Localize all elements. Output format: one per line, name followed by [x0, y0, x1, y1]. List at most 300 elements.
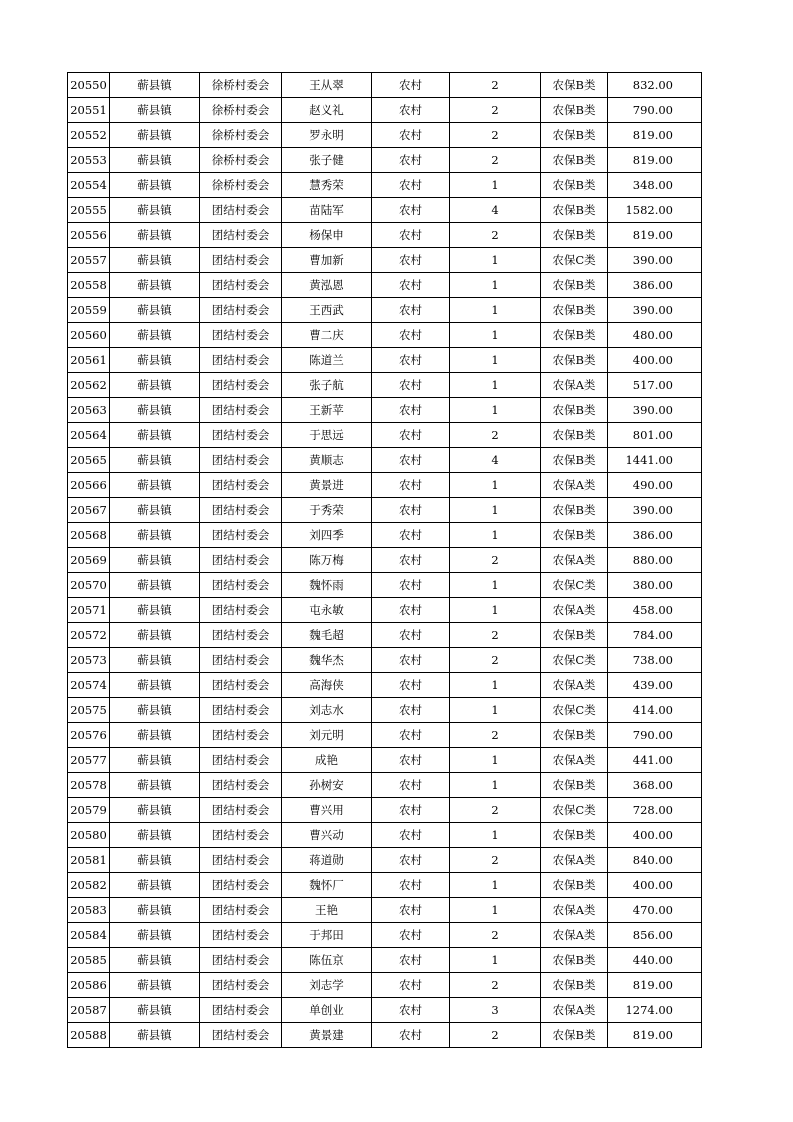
household-count-cell: 1: [450, 373, 541, 398]
residence-type-cell: 农村: [372, 248, 450, 273]
person-name-cell: 刘元明: [282, 723, 372, 748]
town-cell: 蕲县镇: [110, 423, 200, 448]
residence-type-cell: 农村: [372, 673, 450, 698]
residence-type-cell: 农村: [372, 998, 450, 1023]
insurance-category-cell: 农保C类: [541, 648, 608, 673]
village-committee-cell: 团结村委会: [200, 673, 282, 698]
amount-cell: 728.00: [608, 798, 702, 823]
person-name-cell: 魏怀厂: [282, 873, 372, 898]
town-cell: 蕲县镇: [110, 623, 200, 648]
village-committee-cell: 团结村委会: [200, 598, 282, 623]
village-committee-cell: 徐桥村委会: [200, 173, 282, 198]
record-id-cell: 20583: [68, 898, 110, 923]
village-committee-cell: 团结村委会: [200, 523, 282, 548]
residence-type-cell: 农村: [372, 598, 450, 623]
amount-cell: 1274.00: [608, 998, 702, 1023]
town-cell: 蕲县镇: [110, 648, 200, 673]
amount-cell: 390.00: [608, 398, 702, 423]
insurance-category-cell: 农保B类: [541, 148, 608, 173]
town-cell: 蕲县镇: [110, 148, 200, 173]
insurance-category-cell: 农保B类: [541, 123, 608, 148]
table-row: [68, 548, 702, 573]
village-committee-cell: 团结村委会: [200, 273, 282, 298]
household-count-cell: 2: [450, 798, 541, 823]
record-id-cell: 20554: [68, 173, 110, 198]
table-row: [68, 998, 702, 1023]
record-id-cell: 20585: [68, 948, 110, 973]
record-id-cell: 20576: [68, 723, 110, 748]
household-count-cell: 2: [450, 123, 541, 148]
village-committee-cell: 团结村委会: [200, 573, 282, 598]
town-cell: 蕲县镇: [110, 898, 200, 923]
town-cell: 蕲县镇: [110, 598, 200, 623]
person-name-cell: 魏怀雨: [282, 573, 372, 598]
person-name-cell: 黄景进: [282, 473, 372, 498]
person-name-cell: 张子航: [282, 373, 372, 398]
village-committee-cell: 团结村委会: [200, 298, 282, 323]
record-id-cell: 20566: [68, 473, 110, 498]
insurance-category-cell: 农保B类: [541, 448, 608, 473]
insurance-category-cell: 农保A类: [541, 373, 608, 398]
household-count-cell: 1: [450, 698, 541, 723]
town-cell: 蕲县镇: [110, 673, 200, 698]
household-count-cell: 2: [450, 923, 541, 948]
town-cell: 蕲县镇: [110, 923, 200, 948]
insurance-category-cell: 农保B类: [541, 223, 608, 248]
insurance-category-cell: 农保B类: [541, 523, 608, 548]
household-count-cell: 4: [450, 198, 541, 223]
table-row: [68, 298, 702, 323]
record-id-cell: 20568: [68, 523, 110, 548]
table-row: [68, 648, 702, 673]
person-name-cell: 黄顺志: [282, 448, 372, 473]
insurance-category-cell: 农保A类: [541, 548, 608, 573]
person-name-cell: 刘四季: [282, 523, 372, 548]
town-cell: 蕲县镇: [110, 298, 200, 323]
record-id-cell: 20588: [68, 1023, 110, 1048]
person-name-cell: 陈伍京: [282, 948, 372, 973]
residence-type-cell: 农村: [372, 898, 450, 923]
insurance-category-cell: 农保A类: [541, 748, 608, 773]
record-id-cell: 20584: [68, 923, 110, 948]
household-count-cell: 2: [450, 423, 541, 448]
insurance-category-cell: 农保B类: [541, 973, 608, 998]
village-committee-cell: 团结村委会: [200, 323, 282, 348]
table-row: [68, 523, 702, 548]
residence-type-cell: 农村: [372, 373, 450, 398]
insurance-category-cell: 农保A类: [541, 998, 608, 1023]
village-committee-cell: 团结村委会: [200, 798, 282, 823]
amount-cell: 390.00: [608, 248, 702, 273]
town-cell: 蕲县镇: [110, 698, 200, 723]
table-row: [68, 823, 702, 848]
insurance-category-cell: 农保B类: [541, 198, 608, 223]
household-count-cell: 2: [450, 648, 541, 673]
table-row: [68, 973, 702, 998]
insurance-category-cell: 农保B类: [541, 73, 608, 98]
amount-cell: 738.00: [608, 648, 702, 673]
person-name-cell: 成艳: [282, 748, 372, 773]
amount-cell: 386.00: [608, 523, 702, 548]
village-committee-cell: 团结村委会: [200, 823, 282, 848]
household-count-cell: 1: [450, 948, 541, 973]
insurance-category-cell: 农保C类: [541, 573, 608, 598]
record-id-cell: 20571: [68, 598, 110, 623]
person-name-cell: 魏毛超: [282, 623, 372, 648]
village-committee-cell: 团结村委会: [200, 473, 282, 498]
table-row: [68, 498, 702, 523]
town-cell: 蕲县镇: [110, 348, 200, 373]
village-committee-cell: 团结村委会: [200, 873, 282, 898]
household-count-cell: 4: [450, 448, 541, 473]
town-cell: 蕲县镇: [110, 848, 200, 873]
table-row: [68, 673, 702, 698]
village-committee-cell: 团结村委会: [200, 698, 282, 723]
town-cell: 蕲县镇: [110, 498, 200, 523]
household-count-cell: 2: [450, 148, 541, 173]
insurance-category-cell: 农保A类: [541, 673, 608, 698]
record-id-cell: 20587: [68, 998, 110, 1023]
town-cell: 蕲县镇: [110, 998, 200, 1023]
town-cell: 蕲县镇: [110, 473, 200, 498]
record-id-cell: 20579: [68, 798, 110, 823]
insurance-category-cell: 农保A类: [541, 848, 608, 873]
record-id-cell: 20563: [68, 398, 110, 423]
town-cell: 蕲县镇: [110, 748, 200, 773]
person-name-cell: 黄泓恩: [282, 273, 372, 298]
record-id-cell: 20561: [68, 348, 110, 373]
table-row: [68, 748, 702, 773]
table-row: [68, 623, 702, 648]
records-table: [67, 72, 702, 1048]
residence-type-cell: 农村: [372, 748, 450, 773]
person-name-cell: 曹兴用: [282, 798, 372, 823]
person-name-cell: 王从翠: [282, 73, 372, 98]
person-name-cell: 赵义礼: [282, 98, 372, 123]
insurance-category-cell: 农保B类: [541, 273, 608, 298]
table-row: [68, 248, 702, 273]
household-count-cell: 2: [450, 548, 541, 573]
table-row: [68, 573, 702, 598]
insurance-category-cell: 农保B类: [541, 398, 608, 423]
amount-cell: 439.00: [608, 673, 702, 698]
amount-cell: 348.00: [608, 173, 702, 198]
household-count-cell: 2: [450, 848, 541, 873]
insurance-category-cell: 农保B类: [541, 723, 608, 748]
insurance-category-cell: 农保B类: [541, 873, 608, 898]
amount-cell: 400.00: [608, 348, 702, 373]
village-committee-cell: 团结村委会: [200, 348, 282, 373]
table-row: [68, 698, 702, 723]
village-committee-cell: 团结村委会: [200, 648, 282, 673]
person-name-cell: 曹二庆: [282, 323, 372, 348]
amount-cell: 400.00: [608, 823, 702, 848]
person-name-cell: 高海侠: [282, 673, 372, 698]
person-name-cell: 魏华杰: [282, 648, 372, 673]
household-count-cell: 2: [450, 98, 541, 123]
household-count-cell: 1: [450, 523, 541, 548]
town-cell: 蕲县镇: [110, 173, 200, 198]
residence-type-cell: 农村: [372, 548, 450, 573]
person-name-cell: 于思远: [282, 423, 372, 448]
person-name-cell: 蒋道勋: [282, 848, 372, 873]
table-row: [68, 398, 702, 423]
table-row: [68, 173, 702, 198]
record-id-cell: 20586: [68, 973, 110, 998]
insurance-category-cell: 农保B类: [541, 298, 608, 323]
residence-type-cell: 农村: [372, 323, 450, 348]
table-row: [68, 198, 702, 223]
household-count-cell: 1: [450, 498, 541, 523]
person-name-cell: 孙树安: [282, 773, 372, 798]
residence-type-cell: 农村: [372, 73, 450, 98]
village-committee-cell: 团结村委会: [200, 748, 282, 773]
village-committee-cell: 团结村委会: [200, 1023, 282, 1048]
village-committee-cell: 团结村委会: [200, 248, 282, 273]
table-row: [68, 223, 702, 248]
amount-cell: 400.00: [608, 873, 702, 898]
amount-cell: 819.00: [608, 1023, 702, 1048]
table-row: [68, 898, 702, 923]
person-name-cell: 曹兴动: [282, 823, 372, 848]
record-id-cell: 20555: [68, 198, 110, 223]
record-id-cell: 20550: [68, 73, 110, 98]
amount-cell: 440.00: [608, 948, 702, 973]
person-name-cell: 单创业: [282, 998, 372, 1023]
household-count-cell: 1: [450, 823, 541, 848]
record-id-cell: 20552: [68, 123, 110, 148]
household-count-cell: 1: [450, 398, 541, 423]
record-id-cell: 20564: [68, 423, 110, 448]
village-committee-cell: 团结村委会: [200, 398, 282, 423]
record-id-cell: 20557: [68, 248, 110, 273]
insurance-category-cell: 农保A类: [541, 598, 608, 623]
table-row: [68, 873, 702, 898]
insurance-category-cell: 农保C类: [541, 798, 608, 823]
residence-type-cell: 农村: [372, 398, 450, 423]
record-id-cell: 20565: [68, 448, 110, 473]
residence-type-cell: 农村: [372, 923, 450, 948]
table-row: [68, 773, 702, 798]
amount-cell: 414.00: [608, 698, 702, 723]
record-id-cell: 20559: [68, 298, 110, 323]
insurance-category-cell: 农保B类: [541, 623, 608, 648]
amount-cell: 390.00: [608, 298, 702, 323]
insurance-category-cell: 农保A类: [541, 923, 608, 948]
town-cell: 蕲县镇: [110, 123, 200, 148]
town-cell: 蕲县镇: [110, 273, 200, 298]
insurance-category-cell: 农保B类: [541, 323, 608, 348]
residence-type-cell: 农村: [372, 873, 450, 898]
record-id-cell: 20556: [68, 223, 110, 248]
household-count-cell: 1: [450, 298, 541, 323]
amount-cell: 386.00: [608, 273, 702, 298]
household-count-cell: 1: [450, 173, 541, 198]
household-count-cell: 2: [450, 973, 541, 998]
residence-type-cell: 农村: [372, 848, 450, 873]
village-committee-cell: 团结村委会: [200, 423, 282, 448]
town-cell: 蕲县镇: [110, 573, 200, 598]
household-count-cell: 2: [450, 723, 541, 748]
village-committee-cell: 团结村委会: [200, 948, 282, 973]
record-id-cell: 20575: [68, 698, 110, 723]
insurance-category-cell: 农保B类: [541, 98, 608, 123]
record-id-cell: 20574: [68, 673, 110, 698]
amount-cell: 832.00: [608, 73, 702, 98]
table-row: [68, 323, 702, 348]
person-name-cell: 杨保申: [282, 223, 372, 248]
village-committee-cell: 团结村委会: [200, 448, 282, 473]
town-cell: 蕲县镇: [110, 323, 200, 348]
table-row: [68, 598, 702, 623]
town-cell: 蕲县镇: [110, 73, 200, 98]
residence-type-cell: 农村: [372, 448, 450, 473]
amount-cell: 1441.00: [608, 448, 702, 473]
table-row: [68, 98, 702, 123]
insurance-category-cell: 农保B类: [541, 1023, 608, 1048]
person-name-cell: 于秀荣: [282, 498, 372, 523]
town-cell: 蕲县镇: [110, 248, 200, 273]
town-cell: 蕲县镇: [110, 98, 200, 123]
amount-cell: 441.00: [608, 748, 702, 773]
table-row: [68, 73, 702, 98]
person-name-cell: 罗永明: [282, 123, 372, 148]
village-committee-cell: 徐桥村委会: [200, 123, 282, 148]
amount-cell: 458.00: [608, 598, 702, 623]
person-name-cell: 陈万梅: [282, 548, 372, 573]
household-count-cell: 1: [450, 273, 541, 298]
table-row: [68, 923, 702, 948]
village-committee-cell: 团结村委会: [200, 373, 282, 398]
residence-type-cell: 农村: [372, 498, 450, 523]
insurance-category-cell: 农保B类: [541, 823, 608, 848]
village-committee-cell: 徐桥村委会: [200, 148, 282, 173]
household-count-cell: 1: [450, 873, 541, 898]
record-id-cell: 20581: [68, 848, 110, 873]
village-committee-cell: 徐桥村委会: [200, 98, 282, 123]
residence-type-cell: 农村: [372, 623, 450, 648]
residence-type-cell: 农村: [372, 148, 450, 173]
village-committee-cell: 团结村委会: [200, 923, 282, 948]
person-name-cell: 苗陆军: [282, 198, 372, 223]
record-id-cell: 20582: [68, 873, 110, 898]
amount-cell: 380.00: [608, 573, 702, 598]
household-count-cell: 2: [450, 623, 541, 648]
record-id-cell: 20567: [68, 498, 110, 523]
residence-type-cell: 农村: [372, 173, 450, 198]
insurance-category-cell: 农保B类: [541, 423, 608, 448]
table-row: [68, 273, 702, 298]
town-cell: 蕲县镇: [110, 773, 200, 798]
amount-cell: 490.00: [608, 473, 702, 498]
person-name-cell: 王新苹: [282, 398, 372, 423]
village-committee-cell: 团结村委会: [200, 723, 282, 748]
insurance-category-cell: 农保B类: [541, 773, 608, 798]
village-committee-cell: 团结村委会: [200, 998, 282, 1023]
residence-type-cell: 农村: [372, 348, 450, 373]
residence-type-cell: 农村: [372, 773, 450, 798]
person-name-cell: 于邦田: [282, 923, 372, 948]
table-row: [68, 448, 702, 473]
amount-cell: 480.00: [608, 323, 702, 348]
insurance-category-cell: 农保B类: [541, 948, 608, 973]
residence-type-cell: 农村: [372, 473, 450, 498]
household-count-cell: 2: [450, 1023, 541, 1048]
village-committee-cell: 团结村委会: [200, 773, 282, 798]
person-name-cell: 王西武: [282, 298, 372, 323]
amount-cell: 880.00: [608, 548, 702, 573]
town-cell: 蕲县镇: [110, 548, 200, 573]
amount-cell: 840.00: [608, 848, 702, 873]
town-cell: 蕲县镇: [110, 448, 200, 473]
person-name-cell: 王艳: [282, 898, 372, 923]
amount-cell: 1582.00: [608, 198, 702, 223]
table-row: [68, 723, 702, 748]
town-cell: 蕲县镇: [110, 973, 200, 998]
household-count-cell: 1: [450, 573, 541, 598]
residence-type-cell: 农村: [372, 948, 450, 973]
amount-cell: 819.00: [608, 148, 702, 173]
residence-type-cell: 农村: [372, 223, 450, 248]
town-cell: 蕲县镇: [110, 798, 200, 823]
household-count-cell: 1: [450, 473, 541, 498]
table-row: [68, 1023, 702, 1048]
residence-type-cell: 农村: [372, 1023, 450, 1048]
person-name-cell: 慧秀荣: [282, 173, 372, 198]
household-count-cell: 1: [450, 773, 541, 798]
table-body: [68, 73, 702, 1048]
residence-type-cell: 农村: [372, 798, 450, 823]
amount-cell: 801.00: [608, 423, 702, 448]
residence-type-cell: 农村: [372, 273, 450, 298]
residence-type-cell: 农村: [372, 823, 450, 848]
table-row: [68, 373, 702, 398]
household-count-cell: 2: [450, 73, 541, 98]
village-committee-cell: 团结村委会: [200, 898, 282, 923]
household-count-cell: 1: [450, 748, 541, 773]
residence-type-cell: 农村: [372, 973, 450, 998]
record-id-cell: 20551: [68, 98, 110, 123]
person-name-cell: 刘志学: [282, 973, 372, 998]
amount-cell: 790.00: [608, 98, 702, 123]
person-name-cell: 刘志水: [282, 698, 372, 723]
table-row: [68, 798, 702, 823]
household-count-cell: 1: [450, 673, 541, 698]
amount-cell: 856.00: [608, 923, 702, 948]
village-committee-cell: 团结村委会: [200, 223, 282, 248]
record-id-cell: 20580: [68, 823, 110, 848]
record-id-cell: 20573: [68, 648, 110, 673]
record-id-cell: 20560: [68, 323, 110, 348]
residence-type-cell: 农村: [372, 698, 450, 723]
amount-cell: 470.00: [608, 898, 702, 923]
household-count-cell: 1: [450, 898, 541, 923]
amount-cell: 390.00: [608, 498, 702, 523]
person-name-cell: 屯永敏: [282, 598, 372, 623]
residence-type-cell: 农村: [372, 573, 450, 598]
town-cell: 蕲县镇: [110, 948, 200, 973]
town-cell: 蕲县镇: [110, 873, 200, 898]
town-cell: 蕲县镇: [110, 523, 200, 548]
household-count-cell: 1: [450, 598, 541, 623]
residence-type-cell: 农村: [372, 723, 450, 748]
insurance-category-cell: 农保B类: [541, 348, 608, 373]
record-id-cell: 20578: [68, 773, 110, 798]
amount-cell: 790.00: [608, 723, 702, 748]
table-row: [68, 948, 702, 973]
household-count-cell: 1: [450, 248, 541, 273]
town-cell: 蕲县镇: [110, 223, 200, 248]
